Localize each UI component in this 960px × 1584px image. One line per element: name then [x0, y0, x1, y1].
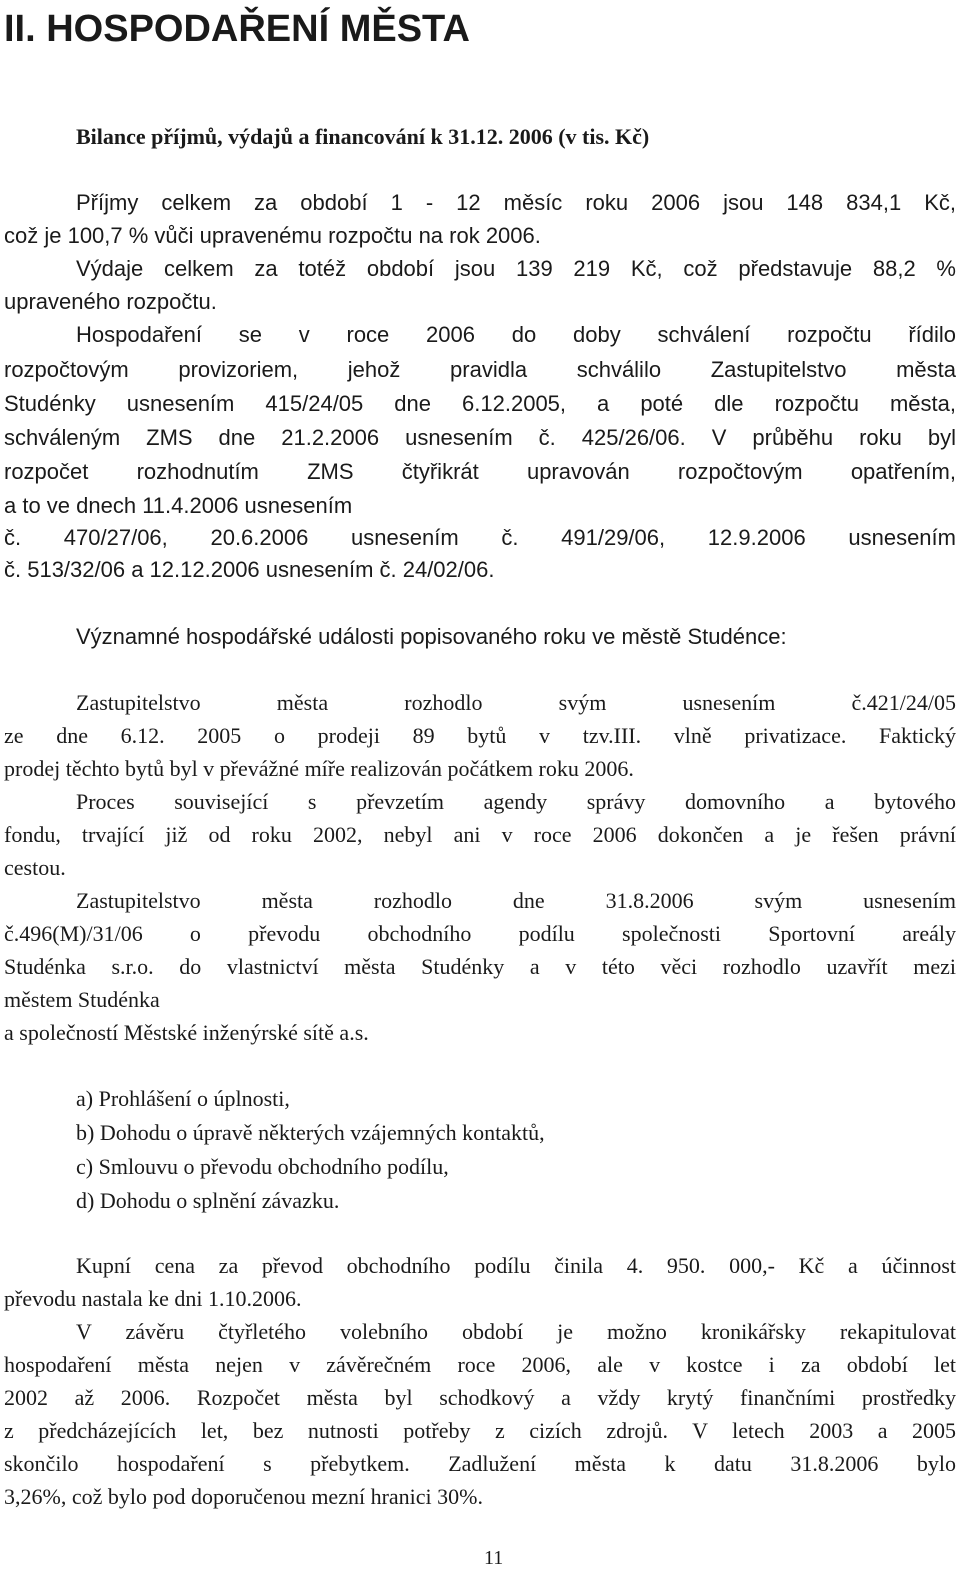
list-item: c) Smlouvu o převodu obchodního podílu,	[76, 1154, 449, 1179]
text-line: převodu nastala ke dni 1.10.2006.	[4, 1286, 302, 1311]
list-item: d) Dohodu o splnění závazku.	[76, 1188, 340, 1213]
text-line: schváleným ZMS dne 21.2.2006 usnesením č. 425/26/06. V průběhu roku byl	[4, 425, 956, 450]
section-subtitle: Bilance příjmů, výdajů a financování k 31.12. 2006 (v tis. Kč)	[76, 124, 650, 149]
page-number: 11	[484, 1547, 504, 1569]
text-line: z předcházejících let, bez nutnosti potřeby z cizích zdrojů. V letech 2003 a 2005	[4, 1418, 956, 1443]
text-line: V závěru čtyřletého volebního období je možno kronikářsky rekapitulovat	[76, 1319, 956, 1344]
list-item: b) Dohodu o úpravě některých vzájemných kontaktů,	[76, 1120, 545, 1145]
text-line: hospodaření města nejen v závěrečném roce 2006, ale v kostce i za období let	[4, 1352, 956, 1377]
text-line: Studénka s.r.o. do vlastnictví města Studénky a v této věci rozhodlo uzavřít mezi	[4, 954, 956, 979]
text-line: Výdaje celkem za totéž období jsou 139 219 Kč, což představuje 88,2 %	[76, 256, 956, 281]
text-line: rozpočtovým provizoriem, jehož pravidla schválilo Zastupitelstvo města	[4, 357, 956, 382]
text-line: fondu, trvající již od roku 2002, nebyl ani v roce 2006 dokončen a je řešen právní	[4, 822, 956, 847]
text-line: 3,26%, což bylo pod doporučenou mezní hranici 30%.	[4, 1484, 483, 1509]
text-line: upraveného rozpočtu.	[4, 289, 217, 314]
text-line: Studénky usnesením 415/24/05 dne 6.12.2005, a poté dle rozpočtu města,	[4, 391, 956, 416]
text-line: cestou.	[4, 855, 66, 880]
text-line: č.496(M)/31/06 o převodu obchodního podílu společnosti Sportovní areály	[4, 921, 956, 946]
text-line: 2002 až 2006. Rozpočet města byl schodkový a vždy krytý finančními prostředky	[4, 1385, 956, 1410]
text-line: Příjmy celkem za období 1 - 12 měsíc roku 2006 jsou 148 834,1 Kč,	[76, 190, 956, 215]
text-line: Zastupitelstvo města rozhodlo dne 31.8.2006 svým usnesením	[76, 888, 956, 913]
text-line: a to ve dnech 11.4.2006 usnesením	[4, 493, 353, 518]
text-line: Kupní cena za převod obchodního podílu činila 4. 950. 000,- Kč a účinnost	[76, 1253, 956, 1278]
text-line: ze dne 6.12. 2005 o prodeji 89 bytů v tzv.III. vlně privatizace. Faktický	[4, 723, 956, 748]
text-line: a společností Městské inženýrské sítě a.s.	[4, 1020, 369, 1045]
list-item: a) Prohlášení o úplnosti,	[76, 1086, 290, 1111]
text-line: Zastupitelstvo města rozhodlo svým usnesením č.421/24/05	[76, 690, 956, 715]
text-line: prodej těchto bytů byl v převážné míře realizován počátkem roku 2006.	[4, 756, 634, 781]
text-line: městem Studénka	[4, 987, 160, 1012]
text-line: Proces související s převzetím agendy správy domovního a bytového	[76, 789, 956, 814]
events-heading: Významné hospodářské události popisovaného roku ve městě Studénce:	[76, 624, 787, 649]
text-line: což je 100,7 % vůči upravenému rozpočtu na rok 2006.	[4, 223, 541, 248]
text-line: č. 513/32/06 a 12.12.2006 usnesením č. 24/02/06.	[4, 557, 495, 582]
text-line: č. 470/27/06, 20.6.2006 usnesením č. 491/29/06, 12.9.2006 usnesením	[4, 525, 956, 550]
text-line: Hospodaření se v roce 2006 do doby schválení rozpočtu řídilo	[76, 322, 956, 347]
page-title: II. HOSPODAŘENÍ MĚSTA	[4, 8, 470, 50]
text-line: rozpočet rozhodnutím ZMS čtyřikrát upravován rozpočtovým opatřením,	[4, 459, 956, 484]
text-line: skončilo hospodaření s přebytkem. Zadlužení města k datu 31.8.2006 bylo	[4, 1451, 956, 1476]
